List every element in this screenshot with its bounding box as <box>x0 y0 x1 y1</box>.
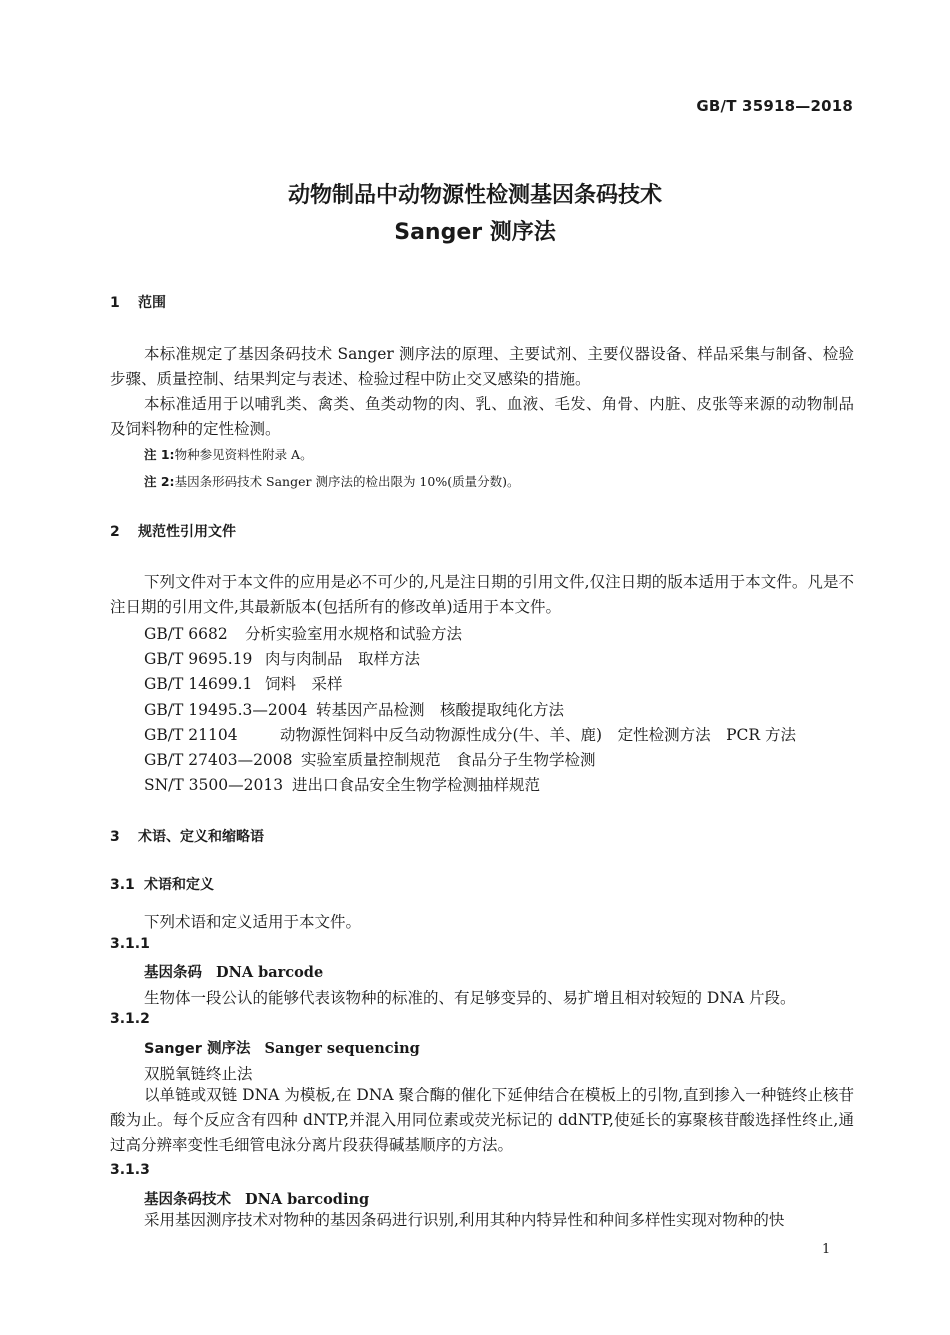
term-name-zh: Sanger 测序法 <box>144 1041 251 1057</box>
term-name-en: DNA barcode <box>216 964 324 981</box>
reference-title: 分析实验室用水规格和试验方法 <box>245 625 463 643</box>
reference-title: 肉与肉制品 取样方法 <box>265 650 421 668</box>
term-name-en: Sanger sequencing <box>264 1040 420 1057</box>
section-3-title: 术语、定义和缩略语 <box>138 829 264 845</box>
reference-item <box>144 748 596 770</box>
section-2-intro: 下列文件对于本文件的应用是必不可少的,凡是注日期的引用文件,仅注日期的版本适用于本文件。凡是不注日期的引用文件,其最新版本(包括所有的修改单)适用于本文件。 <box>110 573 854 616</box>
reference-title: 转基因产品检测 核酸提取纯化方法 <box>316 701 565 719</box>
page-number: 1 <box>822 1242 831 1257</box>
reference-code: SN/T 3500—2013 <box>144 776 284 794</box>
note-2-label: 注 2: <box>144 474 175 489</box>
reference-code: GB/T 19495.3—2004 <box>144 701 308 719</box>
section-1-number: 1 <box>110 295 120 311</box>
term-number: 3.1.3 <box>110 1162 150 1178</box>
subsection-3-1-intro: 下列术语和定义适用于本文件。 <box>144 913 362 931</box>
section-1-paragraph-2: 本标准适用于以哺乳类、禽类、鱼类动物的肉、乳、血液、毛发、角骨、内脏、皮张等来源的动物制品及饲料物种的定性检测。 <box>110 395 854 438</box>
section-3-heading <box>110 826 264 846</box>
section-2-title: 规范性引用文件 <box>138 524 236 540</box>
note-1-text: 物种参见资料性附录 A。 <box>174 447 313 462</box>
term-name-zh: 基因条码 <box>144 965 202 981</box>
subsection-3-1-number: 3.1 <box>110 877 135 893</box>
subsection-3-1-title: 术语和定义 <box>144 877 214 893</box>
reference-item <box>144 647 420 669</box>
reference-title: 饲料 采样 <box>265 675 343 693</box>
section-3-number: 3 <box>110 829 120 845</box>
note-2 <box>144 472 519 490</box>
section-2-heading <box>110 521 236 541</box>
reference-item <box>144 622 462 644</box>
note-1 <box>144 445 313 463</box>
term-definition: 以单链或双链 DNA 为模板,在 DNA 聚合酶的催化下延伸结合在模板上的引物,直到掺入一种链终止核苷酸为止。每个反应含有四种 dNTP,并混入用同位素或荧光标记的 ddNTP,使延长的寡聚核苷酸选择性终止,通过高分辨率变性毛细管电泳分离片段获得碱基顺序的方法。 <box>110 1086 854 1154</box>
term-name <box>144 1037 420 1058</box>
section-1-paragraph-1: 本标准规定了基因条码技术 Sanger 测序法的原理、主要试剂、主要仪器设备、样品采集与制备、检验步骤、质量控制、结果判定与表述、检验过程中防止交叉感染的措施。 <box>110 345 854 388</box>
reference-item <box>144 672 343 694</box>
reference-code: GB/T 6682 <box>144 625 228 643</box>
note-2-text: 基因条形码技术 Sanger 测序法的检出限为 10%(质量分数)。 <box>174 474 520 489</box>
subsection-3-1-heading <box>110 874 214 894</box>
reference-code: GB/T 14699.1 <box>144 675 253 693</box>
reference-title: 动物源性饲料中反刍动物源性成分(牛、羊、鹿) 定性检测方法 PCR 方法 <box>280 726 796 744</box>
term-synonym: 双脱氧链终止法 <box>144 1065 253 1083</box>
term-name-en: DNA barcoding <box>245 1191 370 1208</box>
term-number: 3.1.1 <box>110 936 150 952</box>
section-2-number: 2 <box>110 524 120 540</box>
reference-item <box>144 773 540 795</box>
term-name-zh: 基因条码技术 <box>144 1192 231 1208</box>
section-1-title: 范围 <box>138 295 166 311</box>
reference-title: 实验室质量控制规范 食品分子生物学检测 <box>301 751 596 769</box>
document-subtitle: Sanger 测序法 <box>394 220 556 245</box>
term-number: 3.1.2 <box>110 1011 150 1027</box>
term-definition: 生物体一段公认的能够代表该物种的标准的、有足够变异的、易扩增且相对较短的 DNA 片段。 <box>144 989 796 1007</box>
document-title: 动物制品中动物源性检测基因条码技术 <box>287 183 662 208</box>
reference-item <box>144 723 796 745</box>
term-definition: 采用基因测序技术对物种的基因条码进行识别,利用其种内特异性和种间多样性实现对物种的快 <box>144 1211 785 1229</box>
standard-code: GB/T 35918—2018 <box>696 97 853 115</box>
section-1-heading <box>110 292 166 312</box>
note-1-label: 注 1: <box>144 447 175 462</box>
term-name <box>144 1188 369 1209</box>
reference-title: 进出口食品安全生物学检测抽样规范 <box>292 776 541 794</box>
reference-item <box>144 698 564 720</box>
term-name <box>144 961 323 982</box>
reference-code: GB/T 27403—2008 <box>144 751 293 769</box>
reference-code: GB/T 21104 <box>144 726 238 744</box>
reference-code: GB/T 9695.19 <box>144 650 253 668</box>
